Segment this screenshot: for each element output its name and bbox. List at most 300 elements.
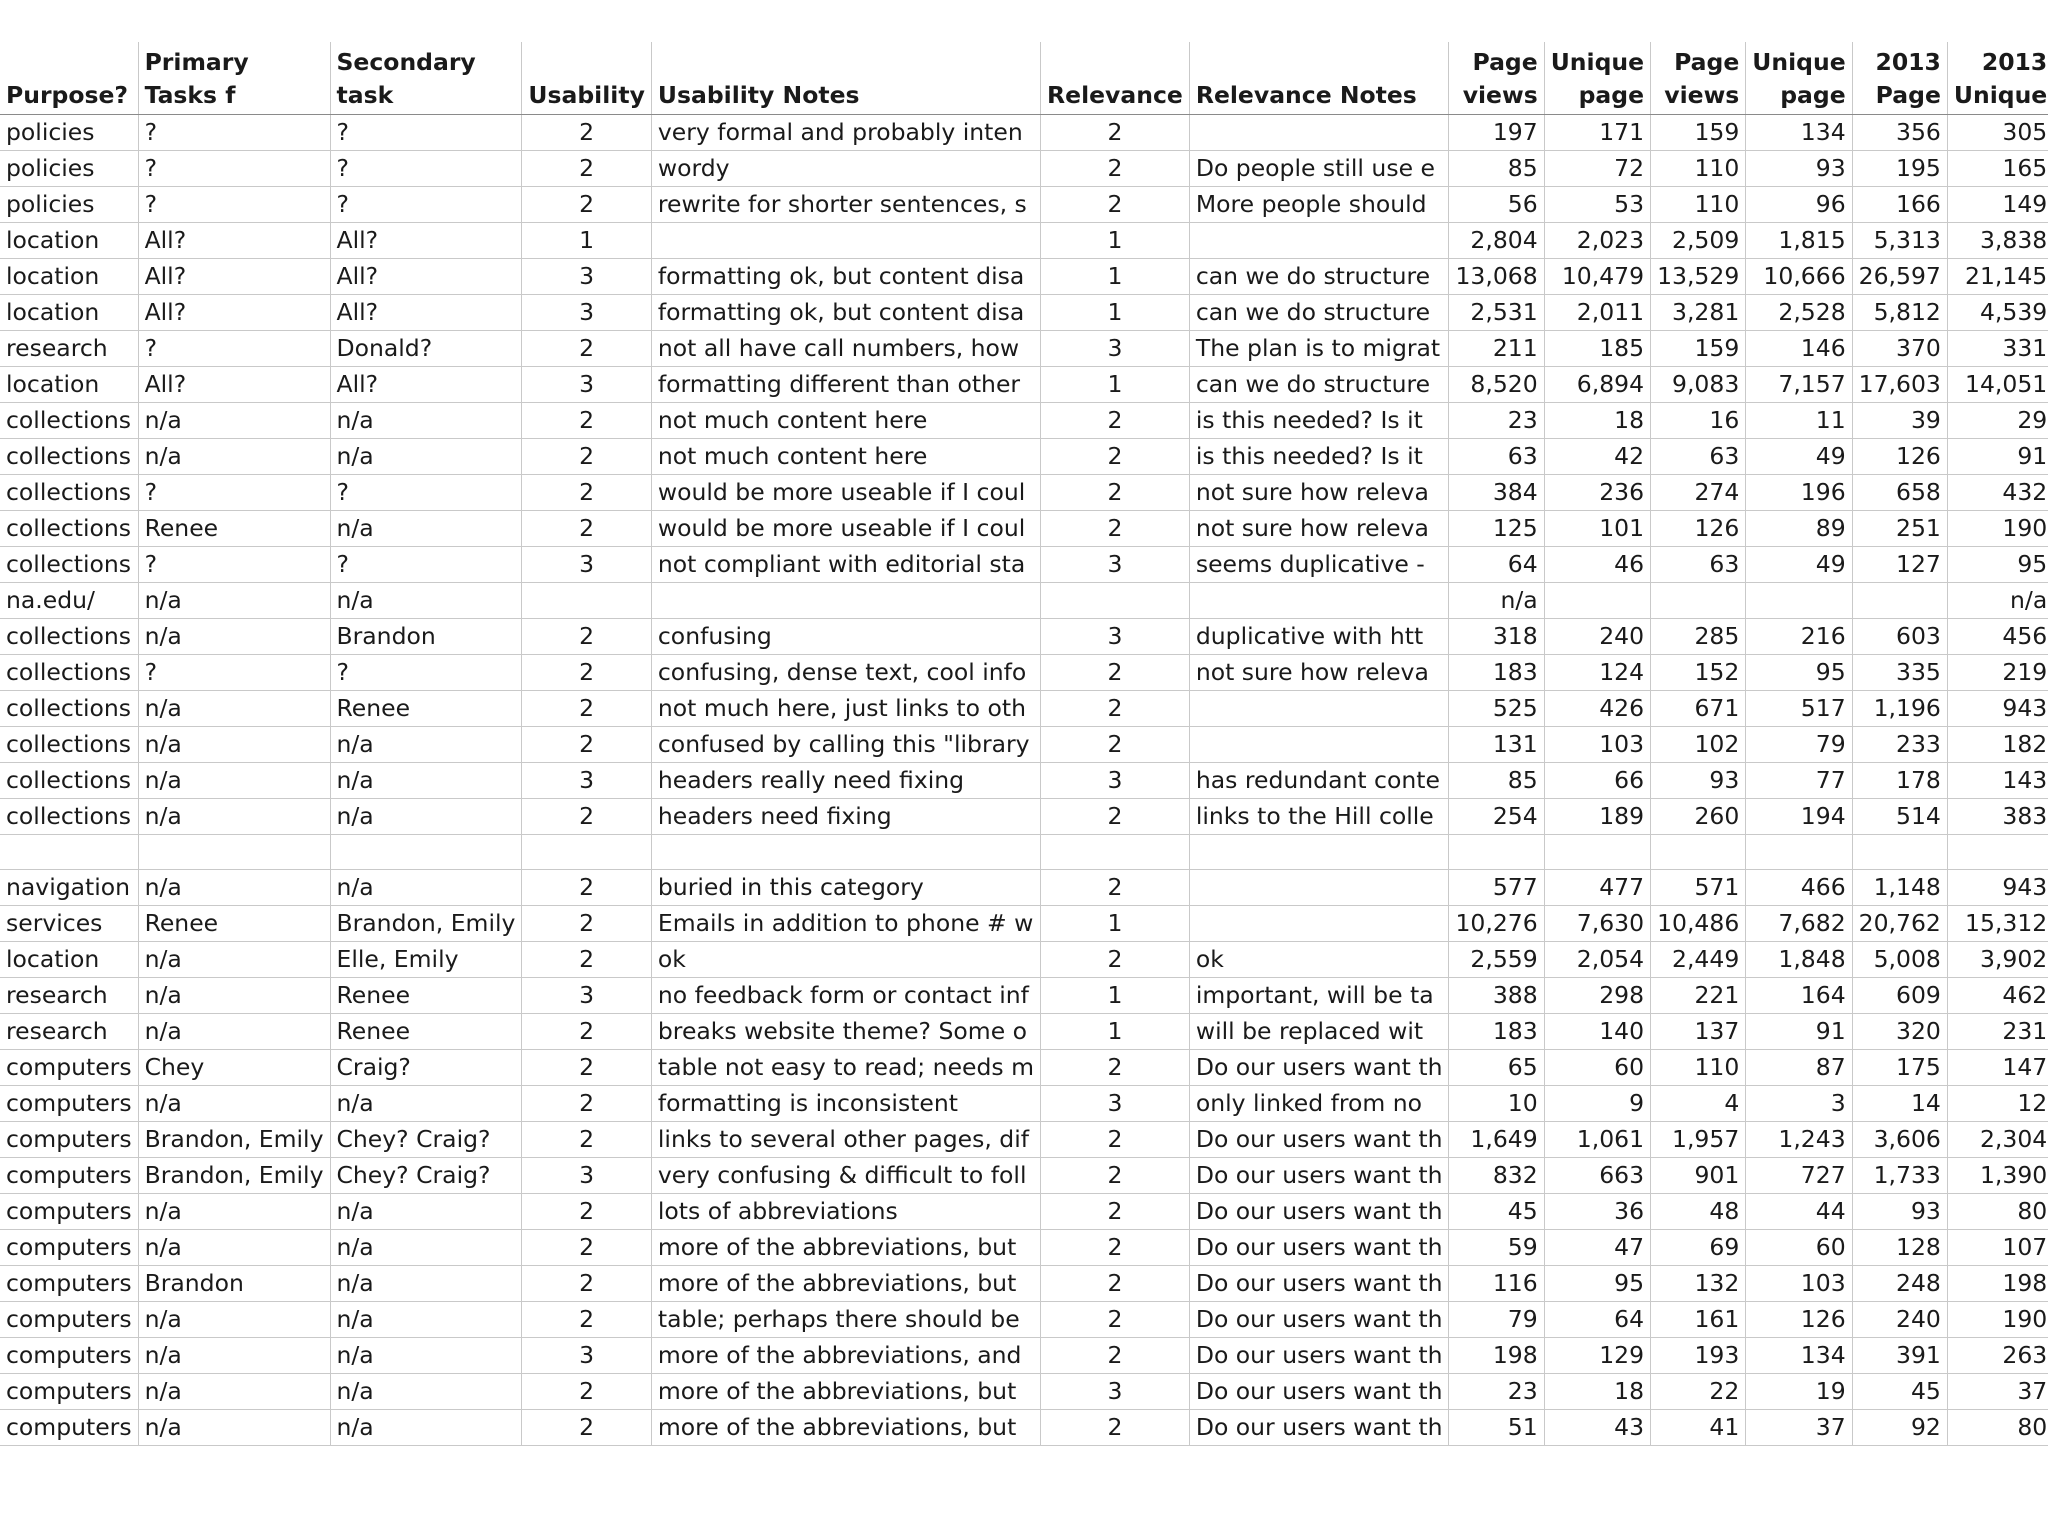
cell-relevance-notes[interactable]: only linked from no	[1189, 1085, 1449, 1121]
cell-usability[interactable]: 2	[522, 1409, 651, 1445]
cell-page-views[interactable]: 388	[1449, 977, 1544, 1013]
cell-2013-unique[interactable]: 383	[1947, 798, 2048, 834]
cell-unique-page[interactable]: 101	[1544, 510, 1650, 546]
cell-usability-notes[interactable]: confusing	[651, 618, 1040, 654]
cell-usability-notes[interactable]: not much content here	[651, 402, 1040, 438]
cell-2013-page[interactable]: 609	[1852, 977, 1947, 1013]
cell-purpose[interactable]: na.edu/	[0, 582, 138, 618]
cell-page-views[interactable]: 254	[1449, 798, 1544, 834]
cell-page-views[interactable]: 116	[1449, 1265, 1544, 1301]
cell-page-views[interactable]: 125	[1449, 510, 1544, 546]
cell-usability-notes[interactable]: wordy	[651, 150, 1040, 186]
cell-relevance[interactable]: 2	[1041, 1121, 1190, 1157]
cell-page-views[interactable]: 2,804	[1449, 222, 1544, 258]
cell-usability[interactable]: 3	[522, 258, 651, 294]
cell-usability-notes[interactable]: formatting different than other	[651, 366, 1040, 402]
cell-relevance-notes[interactable]: is this needed? Is it	[1189, 402, 1449, 438]
cell-unique-page-2[interactable]: 194	[1746, 798, 1852, 834]
cell-relevance-notes[interactable]: Do our users want th	[1189, 1121, 1449, 1157]
cell-2013-page[interactable]: 17,603	[1852, 366, 1947, 402]
cell-2013-page[interactable]: 175	[1852, 1049, 1947, 1085]
cell-2013-page[interactable]: 39	[1852, 402, 1947, 438]
cell-secondary-task[interactable]: n/a	[330, 1409, 522, 1445]
cell-secondary-task[interactable]: ?	[330, 474, 522, 510]
cell-purpose[interactable]: collections	[0, 798, 138, 834]
cell-unique-page[interactable]: 10,479	[1544, 258, 1650, 294]
cell-usability-notes[interactable]: not compliant with editorial sta	[651, 546, 1040, 582]
cell-secondary-task[interactable]: ?	[330, 150, 522, 186]
cell-unique-page-2[interactable]: 466	[1746, 869, 1852, 905]
cell-usability-notes[interactable]: more of the abbreviations, but	[651, 1409, 1040, 1445]
cell-2013-unique[interactable]: 21,145	[1947, 258, 2048, 294]
cell-2013-page[interactable]: 3,606	[1852, 1121, 1947, 1157]
cell-secondary-task[interactable]: Craig?	[330, 1049, 522, 1085]
cell-usability[interactable]: 3	[522, 294, 651, 330]
cell-2013-page[interactable]: 320	[1852, 1013, 1947, 1049]
cell-page-views[interactable]: 85	[1449, 150, 1544, 186]
cell-usability-notes[interactable]: rewrite for shorter sentences, s	[651, 186, 1040, 222]
cell-relevance[interactable]: 1	[1041, 294, 1190, 330]
cell-unique-page-2[interactable]: 77	[1746, 762, 1852, 798]
cell-primary-tasks[interactable]: n/a	[138, 726, 330, 762]
cell-relevance-notes[interactable]	[1189, 582, 1449, 618]
cell-purpose[interactable]: computers	[0, 1193, 138, 1229]
cell-unique-page[interactable]: 18	[1544, 1373, 1650, 1409]
cell-usability-notes[interactable]: table; perhaps there should be	[651, 1301, 1040, 1337]
cell-usability-notes[interactable]: confusing, dense text, cool info	[651, 654, 1040, 690]
cell-purpose[interactable]: computers	[0, 1409, 138, 1445]
cell-2013-unique[interactable]: 263	[1947, 1337, 2048, 1373]
cell-usability[interactable]: 2	[522, 1049, 651, 1085]
cell-2013-page[interactable]: 45	[1852, 1373, 1947, 1409]
cell-unique-page[interactable]: 36	[1544, 1193, 1650, 1229]
cell-usability[interactable]: 2	[522, 690, 651, 726]
cell-2013-page[interactable]: 514	[1852, 798, 1947, 834]
cell-purpose[interactable]: location	[0, 294, 138, 330]
cell-relevance-notes[interactable]: The plan is to migrat	[1189, 330, 1449, 366]
header-cell[interactable]: 2013 Page	[1852, 42, 1947, 114]
cell-relevance[interactable]: 2	[1041, 1337, 1190, 1373]
cell-2013-page[interactable]: 20,762	[1852, 905, 1947, 941]
header-cell[interactable]: Primary Tasks f	[138, 42, 330, 114]
cell-usability[interactable]: 2	[522, 114, 651, 150]
cell-page-views[interactable]: 211	[1449, 330, 1544, 366]
cell-usability[interactable]: 2	[522, 1013, 651, 1049]
cell-relevance[interactable]: 2	[1041, 1265, 1190, 1301]
cell-usability-notes[interactable]: very confusing & difficult to foll	[651, 1157, 1040, 1193]
cell-purpose[interactable]: policies	[0, 114, 138, 150]
cell-usability-notes[interactable]: headers really need fixing	[651, 762, 1040, 798]
cell-unique-page-2[interactable]: 95	[1746, 654, 1852, 690]
cell-purpose[interactable]: computers	[0, 1301, 138, 1337]
cell-secondary-task[interactable]: Donald?	[330, 330, 522, 366]
cell-page-views[interactable]: 56	[1449, 186, 1544, 222]
cell-purpose[interactable]: computers	[0, 1265, 138, 1301]
cell-2013-unique[interactable]: 149	[1947, 186, 2048, 222]
cell-page-views-2[interactable]: 110	[1651, 1049, 1746, 1085]
header-cell[interactable]: Unique page	[1746, 42, 1852, 114]
cell-2013-unique[interactable]: 95	[1947, 546, 2048, 582]
cell-unique-page[interactable]: 236	[1544, 474, 1650, 510]
cell-relevance-notes[interactable]	[1189, 690, 1449, 726]
cell-primary-tasks[interactable]: n/a	[138, 941, 330, 977]
cell-2013-page[interactable]: 5,008	[1852, 941, 1947, 977]
cell-relevance-notes[interactable]: can we do structure	[1189, 294, 1449, 330]
cell-page-views[interactable]: 2,531	[1449, 294, 1544, 330]
cell-usability[interactable]: 3	[522, 546, 651, 582]
header-cell[interactable]: Secondary task	[330, 42, 522, 114]
cell-primary-tasks[interactable]: Chey	[138, 1049, 330, 1085]
cell-2013-page[interactable]: 93	[1852, 1193, 1947, 1229]
cell-usability[interactable]: 2	[522, 474, 651, 510]
cell-relevance[interactable]: 3	[1041, 1373, 1190, 1409]
cell-unique-page-2[interactable]: 7,157	[1746, 366, 1852, 402]
header-cell[interactable]: Page views	[1651, 42, 1746, 114]
cell-primary-tasks[interactable]: n/a	[138, 762, 330, 798]
cell-relevance[interactable]: 3	[1041, 618, 1190, 654]
cell-usability-notes[interactable]: lots of abbreviations	[651, 1193, 1040, 1229]
cell-unique-page-2[interactable]: 164	[1746, 977, 1852, 1013]
cell-relevance[interactable]: 3	[1041, 762, 1190, 798]
header-cell[interactable]: Page views	[1449, 42, 1544, 114]
cell-usability[interactable]: 2	[522, 438, 651, 474]
cell-page-views-2[interactable]: 285	[1651, 618, 1746, 654]
cell-unique-page[interactable]	[1544, 582, 1650, 618]
cell-relevance-notes[interactable]: Do our users want th	[1189, 1301, 1449, 1337]
cell-page-views-2[interactable]	[1651, 582, 1746, 618]
cell-unique-page-2[interactable]	[1746, 582, 1852, 618]
cell-relevance-notes[interactable]: has redundant conte	[1189, 762, 1449, 798]
cell-unique-page-2[interactable]: 103	[1746, 1265, 1852, 1301]
cell-purpose[interactable]: location	[0, 222, 138, 258]
cell-unique-page-2[interactable]: 44	[1746, 1193, 1852, 1229]
cell-relevance-notes[interactable]	[1189, 726, 1449, 762]
cell-purpose[interactable]: collections	[0, 510, 138, 546]
cell-2013-unique[interactable]: 182	[1947, 726, 2048, 762]
cell-page-views[interactable]: 318	[1449, 618, 1544, 654]
cell-primary-tasks[interactable]: n/a	[138, 618, 330, 654]
cell-unique-page[interactable]: 1,061	[1544, 1121, 1650, 1157]
cell-unique-page[interactable]: 2,054	[1544, 941, 1650, 977]
cell-purpose[interactable]: computers	[0, 1085, 138, 1121]
cell-relevance[interactable]: 3	[1041, 546, 1190, 582]
cell-purpose[interactable]: collections	[0, 438, 138, 474]
cell-usability[interactable]	[522, 834, 651, 869]
cell-2013-page[interactable]: 658	[1852, 474, 1947, 510]
cell-page-views-2[interactable]: 22	[1651, 1373, 1746, 1409]
cell-primary-tasks[interactable]: n/a	[138, 402, 330, 438]
header-cell[interactable]: Relevance	[1041, 42, 1190, 114]
cell-2013-page[interactable]: 128	[1852, 1229, 1947, 1265]
cell-secondary-task[interactable]: n/a	[330, 1265, 522, 1301]
cell-relevance-notes[interactable]: Do our users want th	[1189, 1049, 1449, 1085]
cell-purpose[interactable]: navigation	[0, 869, 138, 905]
cell-purpose[interactable]: collections	[0, 618, 138, 654]
cell-purpose[interactable]: location	[0, 941, 138, 977]
cell-unique-page-2[interactable]: 93	[1746, 150, 1852, 186]
cell-secondary-task[interactable]: n/a	[330, 1085, 522, 1121]
cell-usability-notes[interactable]: confused by calling this "library	[651, 726, 1040, 762]
cell-unique-page-2[interactable]: 134	[1746, 1337, 1852, 1373]
cell-page-views-2[interactable]: 13,529	[1651, 258, 1746, 294]
cell-secondary-task[interactable]: ?	[330, 186, 522, 222]
cell-purpose[interactable]: services	[0, 905, 138, 941]
cell-page-views[interactable]: 183	[1449, 1013, 1544, 1049]
cell-usability-notes[interactable]	[651, 582, 1040, 618]
cell-relevance-notes[interactable]: can we do structure	[1189, 366, 1449, 402]
cell-usability-notes[interactable]	[651, 834, 1040, 869]
cell-primary-tasks[interactable]: ?	[138, 150, 330, 186]
cell-2013-page[interactable]: 370	[1852, 330, 1947, 366]
cell-usability-notes[interactable]: more of the abbreviations, but	[651, 1229, 1040, 1265]
header-cell[interactable]: Unique page	[1544, 42, 1650, 114]
cell-page-views[interactable]: n/a	[1449, 582, 1544, 618]
cell-2013-unique[interactable]: 165	[1947, 150, 2048, 186]
cell-2013-unique[interactable]: 91	[1947, 438, 2048, 474]
cell-page-views[interactable]: 832	[1449, 1157, 1544, 1193]
cell-relevance[interactable]: 3	[1041, 1085, 1190, 1121]
cell-2013-page[interactable]	[1852, 834, 1947, 869]
cell-unique-page-2[interactable]: 7,682	[1746, 905, 1852, 941]
cell-relevance[interactable]: 2	[1041, 186, 1190, 222]
cell-unique-page-2[interactable]: 126	[1746, 1301, 1852, 1337]
cell-unique-page[interactable]: 42	[1544, 438, 1650, 474]
cell-page-views[interactable]: 577	[1449, 869, 1544, 905]
cell-usability[interactable]: 2	[522, 1229, 651, 1265]
cell-primary-tasks[interactable]: n/a	[138, 1193, 330, 1229]
cell-unique-page-2[interactable]: 79	[1746, 726, 1852, 762]
cell-2013-unique[interactable]: 3,838	[1947, 222, 2048, 258]
cell-relevance-notes[interactable]: More people should	[1189, 186, 1449, 222]
cell-page-views[interactable]: 183	[1449, 654, 1544, 690]
cell-page-views-2[interactable]: 93	[1651, 762, 1746, 798]
cell-usability-notes[interactable]: not all have call numbers, how	[651, 330, 1040, 366]
cell-2013-unique[interactable]: 432	[1947, 474, 2048, 510]
cell-page-views[interactable]: 10	[1449, 1085, 1544, 1121]
cell-primary-tasks[interactable]: n/a	[138, 1301, 330, 1337]
cell-purpose[interactable]: computers	[0, 1049, 138, 1085]
cell-page-views-2[interactable]: 4	[1651, 1085, 1746, 1121]
cell-unique-page[interactable]: 426	[1544, 690, 1650, 726]
cell-unique-page-2[interactable]: 10,666	[1746, 258, 1852, 294]
cell-relevance-notes[interactable]	[1189, 905, 1449, 941]
cell-2013-unique[interactable]: 12	[1947, 1085, 2048, 1121]
cell-2013-unique[interactable]: 4,539	[1947, 294, 2048, 330]
cell-page-views-2[interactable]: 9,083	[1651, 366, 1746, 402]
cell-relevance[interactable]: 1	[1041, 222, 1190, 258]
cell-usability[interactable]: 2	[522, 510, 651, 546]
cell-unique-page-2[interactable]: 49	[1746, 546, 1852, 582]
cell-relevance-notes[interactable]: links to the Hill colle	[1189, 798, 1449, 834]
cell-relevance[interactable]: 2	[1041, 474, 1190, 510]
cell-unique-page[interactable]: 7,630	[1544, 905, 1650, 941]
cell-2013-unique[interactable]: 107	[1947, 1229, 2048, 1265]
cell-page-views-2[interactable]: 126	[1651, 510, 1746, 546]
cell-secondary-task[interactable]: n/a	[330, 726, 522, 762]
cell-usability[interactable]: 3	[522, 366, 651, 402]
cell-unique-page[interactable]	[1544, 834, 1650, 869]
cell-purpose[interactable]: computers	[0, 1373, 138, 1409]
cell-relevance-notes[interactable]: important, will be ta	[1189, 977, 1449, 1013]
cell-page-views[interactable]: 131	[1449, 726, 1544, 762]
cell-2013-unique[interactable]: 14,051	[1947, 366, 2048, 402]
cell-unique-page-2[interactable]: 37	[1746, 1409, 1852, 1445]
cell-relevance-notes[interactable]: Do our users want th	[1189, 1229, 1449, 1265]
cell-unique-page-2[interactable]: 1,243	[1746, 1121, 1852, 1157]
cell-page-views-2[interactable]: 16	[1651, 402, 1746, 438]
cell-page-views-2[interactable]: 102	[1651, 726, 1746, 762]
cell-purpose[interactable]: policies	[0, 186, 138, 222]
cell-2013-unique[interactable]: 462	[1947, 977, 2048, 1013]
cell-primary-tasks[interactable]	[138, 834, 330, 869]
cell-unique-page[interactable]: 64	[1544, 1301, 1650, 1337]
cell-unique-page[interactable]: 9	[1544, 1085, 1650, 1121]
cell-usability[interactable]: 2	[522, 869, 651, 905]
cell-usability[interactable]: 1	[522, 222, 651, 258]
cell-secondary-task[interactable]: Brandon	[330, 618, 522, 654]
cell-unique-page-2[interactable]: 3	[1746, 1085, 1852, 1121]
cell-relevance[interactable]: 2	[1041, 150, 1190, 186]
cell-purpose[interactable]: location	[0, 366, 138, 402]
cell-usability-notes[interactable]: not much here, just links to oth	[651, 690, 1040, 726]
cell-relevance-notes[interactable]: Do our users want th	[1189, 1157, 1449, 1193]
cell-page-views[interactable]: 23	[1449, 402, 1544, 438]
cell-page-views-2[interactable]: 274	[1651, 474, 1746, 510]
cell-secondary-task[interactable]: n/a	[330, 438, 522, 474]
cell-2013-page[interactable]: 1,196	[1852, 690, 1947, 726]
cell-page-views[interactable]: 384	[1449, 474, 1544, 510]
cell-2013-unique[interactable]: 37	[1947, 1373, 2048, 1409]
cell-relevance-notes[interactable]	[1189, 834, 1449, 869]
cell-usability[interactable]: 2	[522, 798, 651, 834]
cell-page-views-2[interactable]: 671	[1651, 690, 1746, 726]
cell-relevance[interactable]: 2	[1041, 869, 1190, 905]
cell-secondary-task[interactable]: ?	[330, 546, 522, 582]
cell-relevance[interactable]: 2	[1041, 726, 1190, 762]
cell-secondary-task[interactable]: n/a	[330, 762, 522, 798]
cell-unique-page-2[interactable]	[1746, 834, 1852, 869]
cell-relevance[interactable]: 2	[1041, 438, 1190, 474]
cell-primary-tasks[interactable]: n/a	[138, 438, 330, 474]
cell-2013-unique[interactable]: 29	[1947, 402, 2048, 438]
cell-page-views[interactable]: 2,559	[1449, 941, 1544, 977]
cell-unique-page[interactable]: 6,894	[1544, 366, 1650, 402]
cell-usability-notes[interactable]: headers need fixing	[651, 798, 1040, 834]
cell-purpose[interactable]: research	[0, 977, 138, 1013]
cell-unique-page-2[interactable]: 89	[1746, 510, 1852, 546]
cell-usability-notes[interactable]: formatting ok, but content disa	[651, 258, 1040, 294]
cell-secondary-task[interactable]: n/a	[330, 402, 522, 438]
cell-page-views-2[interactable]: 41	[1651, 1409, 1746, 1445]
cell-relevance[interactable]: 2	[1041, 941, 1190, 977]
cell-usability[interactable]: 2	[522, 150, 651, 186]
cell-relevance-notes[interactable]: not sure how releva	[1189, 654, 1449, 690]
cell-2013-page[interactable]: 14	[1852, 1085, 1947, 1121]
cell-unique-page-2[interactable]: 134	[1746, 114, 1852, 150]
cell-primary-tasks[interactable]: ?	[138, 186, 330, 222]
cell-primary-tasks[interactable]: All?	[138, 258, 330, 294]
cell-2013-unique[interactable]	[1947, 834, 2048, 869]
cell-relevance-notes[interactable]: Do our users want th	[1189, 1265, 1449, 1301]
cell-page-views[interactable]: 65	[1449, 1049, 1544, 1085]
cell-unique-page-2[interactable]: 146	[1746, 330, 1852, 366]
cell-2013-page[interactable]	[1852, 582, 1947, 618]
cell-primary-tasks[interactable]: Renee	[138, 905, 330, 941]
cell-relevance[interactable]: 1	[1041, 905, 1190, 941]
cell-primary-tasks[interactable]: Renee	[138, 510, 330, 546]
cell-secondary-task[interactable]: n/a	[330, 1337, 522, 1373]
cell-page-views[interactable]: 79	[1449, 1301, 1544, 1337]
cell-page-views[interactable]: 197	[1449, 114, 1544, 150]
cell-relevance-notes[interactable]: will be replaced wit	[1189, 1013, 1449, 1049]
cell-usability[interactable]: 3	[522, 977, 651, 1013]
cell-primary-tasks[interactable]: n/a	[138, 582, 330, 618]
cell-page-views[interactable]: 10,276	[1449, 905, 1544, 941]
cell-relevance[interactable]: 3	[1041, 330, 1190, 366]
cell-relevance-notes[interactable]: not sure how releva	[1189, 510, 1449, 546]
cell-secondary-task[interactable]: ?	[330, 114, 522, 150]
cell-purpose[interactable]: computers	[0, 1229, 138, 1265]
cell-primary-tasks[interactable]: n/a	[138, 1337, 330, 1373]
cell-page-views-2[interactable]: 2,509	[1651, 222, 1746, 258]
cell-page-views-2[interactable]: 69	[1651, 1229, 1746, 1265]
cell-usability-notes[interactable]	[651, 222, 1040, 258]
cell-page-views-2[interactable]: 1,957	[1651, 1121, 1746, 1157]
cell-purpose[interactable]: collections	[0, 726, 138, 762]
cell-primary-tasks[interactable]: n/a	[138, 1085, 330, 1121]
cell-unique-page[interactable]: 171	[1544, 114, 1650, 150]
cell-primary-tasks[interactable]: n/a	[138, 869, 330, 905]
cell-usability-notes[interactable]: ok	[651, 941, 1040, 977]
cell-2013-page[interactable]: 1,148	[1852, 869, 1947, 905]
cell-unique-page-2[interactable]: 49	[1746, 438, 1852, 474]
cell-relevance[interactable]: 2	[1041, 798, 1190, 834]
cell-page-views-2[interactable]: 63	[1651, 546, 1746, 582]
cell-usability[interactable]: 3	[522, 762, 651, 798]
cell-relevance[interactable]: 2	[1041, 114, 1190, 150]
cell-relevance-notes[interactable]: can we do structure	[1189, 258, 1449, 294]
cell-unique-page[interactable]: 2,023	[1544, 222, 1650, 258]
cell-page-views[interactable]: 64	[1449, 546, 1544, 582]
cell-page-views-2[interactable]: 132	[1651, 1265, 1746, 1301]
cell-secondary-task[interactable]: All?	[330, 366, 522, 402]
cell-2013-page[interactable]: 233	[1852, 726, 1947, 762]
cell-2013-page[interactable]: 166	[1852, 186, 1947, 222]
cell-2013-unique[interactable]: 2,304	[1947, 1121, 2048, 1157]
cell-page-views[interactable]: 13,068	[1449, 258, 1544, 294]
cell-unique-page[interactable]: 72	[1544, 150, 1650, 186]
cell-relevance-notes[interactable]: not sure how releva	[1189, 474, 1449, 510]
cell-unique-page-2[interactable]: 87	[1746, 1049, 1852, 1085]
header-cell[interactable]: 2013 Unique	[1947, 42, 2048, 114]
cell-relevance-notes[interactable]: seems duplicative -	[1189, 546, 1449, 582]
cell-relevance-notes[interactable]: Do our users want th	[1189, 1193, 1449, 1229]
cell-relevance-notes[interactable]: ok	[1189, 941, 1449, 977]
cell-page-views[interactable]: 63	[1449, 438, 1544, 474]
cell-usability[interactable]: 2	[522, 941, 651, 977]
cell-2013-page[interactable]: 26,597	[1852, 258, 1947, 294]
cell-unique-page[interactable]: 185	[1544, 330, 1650, 366]
cell-2013-unique[interactable]: 305	[1947, 114, 2048, 150]
cell-2013-unique[interactable]: 147	[1947, 1049, 2048, 1085]
cell-2013-unique[interactable]: 190	[1947, 1301, 2048, 1337]
cell-page-views[interactable]	[1449, 834, 1544, 869]
cell-page-views-2[interactable]: 260	[1651, 798, 1746, 834]
cell-2013-page[interactable]: 127	[1852, 546, 1947, 582]
cell-2013-page[interactable]: 126	[1852, 438, 1947, 474]
cell-usability[interactable]: 2	[522, 1265, 651, 1301]
cell-2013-unique[interactable]: 198	[1947, 1265, 2048, 1301]
